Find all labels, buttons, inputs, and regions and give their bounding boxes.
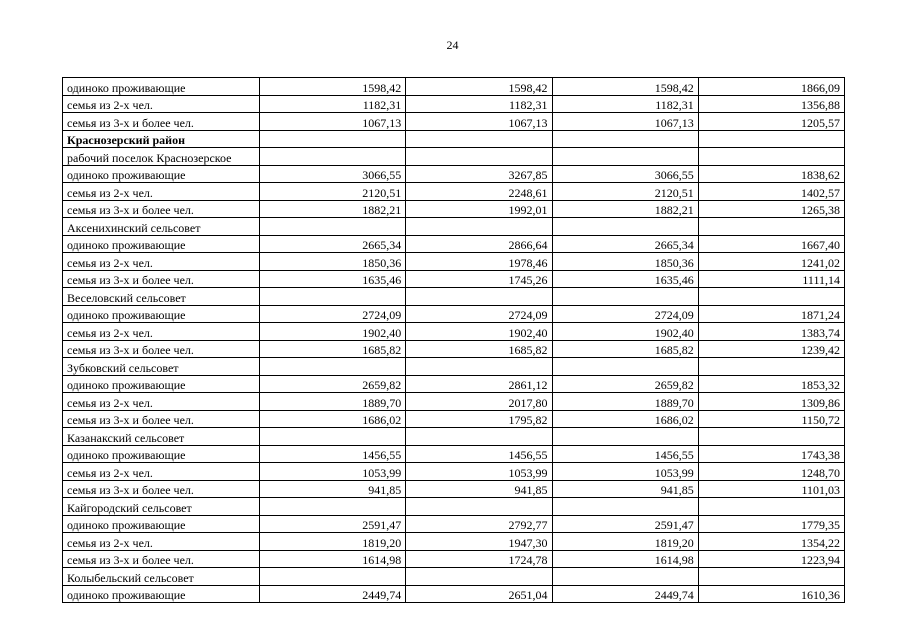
table-row xyxy=(63,323,845,341)
table-row xyxy=(63,253,845,271)
table-row xyxy=(63,235,845,253)
value-cell: 2449,74 xyxy=(260,585,406,603)
table-row xyxy=(63,270,845,288)
district-name: Краснозерский район xyxy=(63,130,260,148)
value-cell: 1902,40 xyxy=(260,323,406,341)
value-cell: 1354,22 xyxy=(698,533,844,551)
rates-table xyxy=(62,77,845,603)
value-cell: 1053,99 xyxy=(406,463,552,481)
value-cell xyxy=(406,130,552,148)
value-cell: 1067,13 xyxy=(260,113,406,131)
table-row xyxy=(63,200,845,218)
value-cell: 1223,94 xyxy=(698,550,844,568)
table-row xyxy=(63,393,845,411)
value-cell xyxy=(552,568,698,586)
table-row xyxy=(63,445,845,463)
value-cell: 2866,64 xyxy=(406,235,552,253)
value-cell xyxy=(552,130,698,148)
row-label: семья из 2-х чел. xyxy=(63,323,260,341)
value-cell: 941,85 xyxy=(406,480,552,498)
row-label: семья из 2-х чел. xyxy=(63,95,260,113)
value-cell: 2659,82 xyxy=(552,375,698,393)
value-cell: 2792,77 xyxy=(406,515,552,533)
table-row xyxy=(63,375,845,393)
value-cell: 2724,09 xyxy=(260,305,406,323)
row-label: одиноко проживающие xyxy=(63,515,260,533)
row-label: семья из 2-х чел. xyxy=(63,463,260,481)
district-heading-row xyxy=(63,130,845,148)
value-cell: 1150,72 xyxy=(698,410,844,428)
value-cell: 2861,12 xyxy=(406,375,552,393)
value-cell xyxy=(552,288,698,306)
row-label: семья из 3-х и более чел. xyxy=(63,410,260,428)
value-cell: 2017,80 xyxy=(406,393,552,411)
value-cell: 1685,82 xyxy=(260,340,406,358)
row-label: семья из 3-х и более чел. xyxy=(63,270,260,288)
value-cell: 2120,51 xyxy=(260,183,406,201)
row-label: семья из 3-х и более чел. xyxy=(63,200,260,218)
value-cell: 2120,51 xyxy=(552,183,698,201)
table-row xyxy=(63,78,845,96)
row-label: семья из 3-х и более чел. xyxy=(63,340,260,358)
value-cell: 1067,13 xyxy=(552,113,698,131)
settlement-row xyxy=(63,148,845,166)
value-cell xyxy=(406,498,552,516)
settlement-row xyxy=(63,568,845,586)
value-cell: 1610,36 xyxy=(698,585,844,603)
value-cell: 1101,03 xyxy=(698,480,844,498)
row-label: семья из 3-х и более чел. xyxy=(63,480,260,498)
value-cell: 1614,98 xyxy=(552,550,698,568)
table-row xyxy=(63,550,845,568)
value-cell: 1456,55 xyxy=(406,445,552,463)
value-cell: 1356,88 xyxy=(698,95,844,113)
rates-table-body xyxy=(63,78,845,603)
value-cell: 1882,21 xyxy=(552,200,698,218)
value-cell: 1614,98 xyxy=(260,550,406,568)
page-number: 24 xyxy=(446,38,459,52)
value-cell: 1598,42 xyxy=(552,78,698,96)
value-cell: 1635,46 xyxy=(260,270,406,288)
value-cell: 1182,31 xyxy=(552,95,698,113)
value-cell xyxy=(698,130,844,148)
value-cell: 2591,47 xyxy=(260,515,406,533)
table-row xyxy=(63,515,845,533)
value-cell xyxy=(260,218,406,236)
row-label: одиноко проживающие xyxy=(63,445,260,463)
value-cell xyxy=(260,148,406,166)
value-cell xyxy=(406,568,552,586)
value-cell: 1850,36 xyxy=(552,253,698,271)
value-cell: 2651,04 xyxy=(406,585,552,603)
value-cell: 1819,20 xyxy=(552,533,698,551)
settlement-name: Казанакский сельсовет xyxy=(63,428,260,446)
value-cell xyxy=(406,288,552,306)
value-cell: 1111,14 xyxy=(698,270,844,288)
value-cell: 3267,85 xyxy=(406,165,552,183)
value-cell: 2724,09 xyxy=(552,305,698,323)
value-cell: 2248,61 xyxy=(406,183,552,201)
value-cell: 1889,70 xyxy=(260,393,406,411)
value-cell: 1871,24 xyxy=(698,305,844,323)
row-label: одиноко проживающие xyxy=(63,375,260,393)
table-row xyxy=(63,410,845,428)
value-cell xyxy=(260,498,406,516)
value-cell: 941,85 xyxy=(552,480,698,498)
row-label: семья из 2-х чел. xyxy=(63,393,260,411)
value-cell: 1309,86 xyxy=(698,393,844,411)
value-cell xyxy=(552,428,698,446)
value-cell: 1743,38 xyxy=(698,445,844,463)
row-label: одиноко проживающие xyxy=(63,235,260,253)
value-cell: 1819,20 xyxy=(260,533,406,551)
value-cell: 1598,42 xyxy=(406,78,552,96)
table-row xyxy=(63,95,845,113)
value-cell xyxy=(698,568,844,586)
value-cell: 1902,40 xyxy=(552,323,698,341)
value-cell: 1889,70 xyxy=(552,393,698,411)
table-row xyxy=(63,480,845,498)
value-cell: 2659,82 xyxy=(260,375,406,393)
value-cell xyxy=(260,358,406,376)
table-row xyxy=(63,463,845,481)
settlement-row xyxy=(63,358,845,376)
value-cell: 1667,40 xyxy=(698,235,844,253)
table-row xyxy=(63,183,845,201)
value-cell: 1686,02 xyxy=(260,410,406,428)
value-cell: 1053,99 xyxy=(552,463,698,481)
value-cell: 1248,70 xyxy=(698,463,844,481)
value-cell: 2591,47 xyxy=(552,515,698,533)
value-cell xyxy=(552,498,698,516)
value-cell: 3066,55 xyxy=(260,165,406,183)
settlement-name: рабочий поселок Краснозерское xyxy=(63,148,260,166)
table-row xyxy=(63,533,845,551)
settlement-name: Аксенихинский сельсовет xyxy=(63,218,260,236)
value-cell xyxy=(698,288,844,306)
value-cell: 1685,82 xyxy=(406,340,552,358)
value-cell xyxy=(260,130,406,148)
row-label: семья из 3-х и более чел. xyxy=(63,550,260,568)
value-cell: 1745,26 xyxy=(406,270,552,288)
value-cell xyxy=(698,148,844,166)
row-label: семья из 3-х и более чел. xyxy=(63,113,260,131)
value-cell: 1239,42 xyxy=(698,340,844,358)
value-cell: 1882,21 xyxy=(260,200,406,218)
value-cell xyxy=(406,218,552,236)
value-cell xyxy=(260,288,406,306)
table-row xyxy=(63,113,845,131)
value-cell xyxy=(406,148,552,166)
value-cell: 1902,40 xyxy=(406,323,552,341)
value-cell: 1182,31 xyxy=(260,95,406,113)
value-cell: 1866,09 xyxy=(698,78,844,96)
value-cell xyxy=(698,498,844,516)
settlement-name: Кайгородский сельсовет xyxy=(63,498,260,516)
value-cell: 1383,74 xyxy=(698,323,844,341)
settlement-row xyxy=(63,428,845,446)
value-cell xyxy=(698,358,844,376)
table-row xyxy=(63,165,845,183)
value-cell: 941,85 xyxy=(260,480,406,498)
value-cell xyxy=(260,568,406,586)
value-cell: 1598,42 xyxy=(260,78,406,96)
value-cell: 1795,82 xyxy=(406,410,552,428)
value-cell: 1724,78 xyxy=(406,550,552,568)
value-cell xyxy=(552,218,698,236)
row-label: одиноко проживающие xyxy=(63,305,260,323)
value-cell: 3066,55 xyxy=(552,165,698,183)
value-cell: 1992,01 xyxy=(406,200,552,218)
value-cell: 1402,57 xyxy=(698,183,844,201)
value-cell xyxy=(552,358,698,376)
settlement-name: Зубковский сельсовет xyxy=(63,358,260,376)
table-row xyxy=(63,305,845,323)
value-cell: 2724,09 xyxy=(406,305,552,323)
value-cell: 1456,55 xyxy=(552,445,698,463)
value-cell xyxy=(406,358,552,376)
value-cell: 1685,82 xyxy=(552,340,698,358)
row-label: одиноко проживающие xyxy=(63,165,260,183)
value-cell: 2665,34 xyxy=(260,235,406,253)
value-cell: 1265,38 xyxy=(698,200,844,218)
table-row xyxy=(63,585,845,603)
table-row xyxy=(63,340,845,358)
value-cell: 1947,30 xyxy=(406,533,552,551)
value-cell: 1779,35 xyxy=(698,515,844,533)
value-cell: 1978,46 xyxy=(406,253,552,271)
settlement-name: Колыбельский сельсовет xyxy=(63,568,260,586)
value-cell xyxy=(698,428,844,446)
row-label: одиноко проживающие xyxy=(63,78,260,96)
settlement-row xyxy=(63,288,845,306)
value-cell xyxy=(260,428,406,446)
value-cell: 1241,02 xyxy=(698,253,844,271)
value-cell: 1205,57 xyxy=(698,113,844,131)
settlement-name: Веселовский сельсовет xyxy=(63,288,260,306)
value-cell: 2665,34 xyxy=(552,235,698,253)
value-cell xyxy=(552,148,698,166)
value-cell: 1853,32 xyxy=(698,375,844,393)
settlement-row xyxy=(63,218,845,236)
value-cell: 1182,31 xyxy=(406,95,552,113)
value-cell: 1456,55 xyxy=(260,445,406,463)
value-cell: 1067,13 xyxy=(406,113,552,131)
row-label: семья из 2-х чел. xyxy=(63,253,260,271)
value-cell xyxy=(406,428,552,446)
value-cell: 1635,46 xyxy=(552,270,698,288)
row-label: одиноко проживающие xyxy=(63,585,260,603)
value-cell: 1850,36 xyxy=(260,253,406,271)
value-cell xyxy=(698,218,844,236)
row-label: семья из 2-х чел. xyxy=(63,533,260,551)
row-label: семья из 2-х чел. xyxy=(63,183,260,201)
value-cell: 1053,99 xyxy=(260,463,406,481)
value-cell: 2449,74 xyxy=(552,585,698,603)
value-cell: 1686,02 xyxy=(552,410,698,428)
value-cell: 1838,62 xyxy=(698,165,844,183)
settlement-row xyxy=(63,498,845,516)
